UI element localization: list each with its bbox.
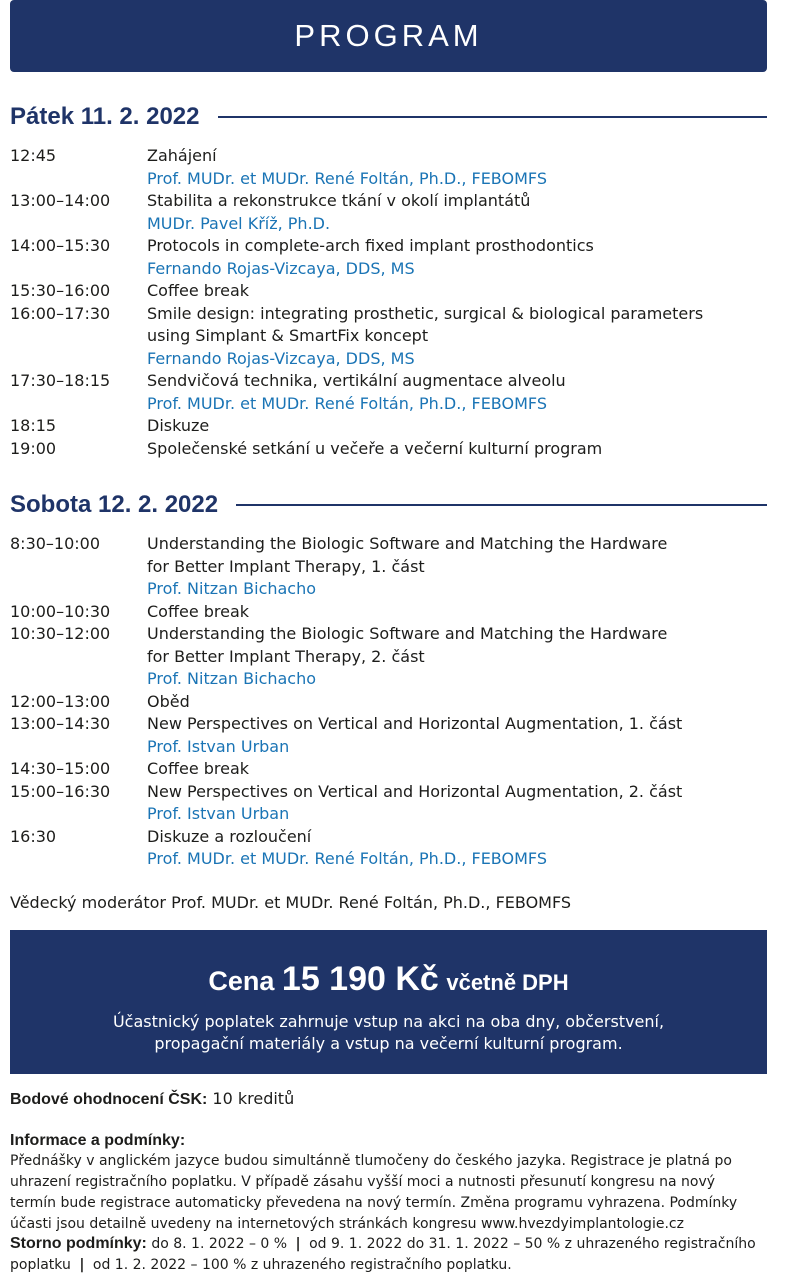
session-time: 12:45	[10, 146, 57, 165]
session-details	[147, 826, 770, 871]
day-title: Pátek 11. 2. 2022	[10, 103, 200, 130]
session-time: 12:00–13:00	[10, 691, 111, 711]
schedule-row	[10, 826, 770, 871]
schedule-row	[10, 370, 770, 415]
storno-part: od 1. 2. 2022 – 100 % z uhrazeného registračního poplatku.	[92, 1257, 512, 1273]
schedule-row	[10, 438, 770, 461]
session-details	[147, 280, 770, 303]
session-time: 14:30–15:00	[10, 759, 111, 778]
storno-part: poplatku	[10, 1257, 71, 1273]
schedule-row	[10, 533, 770, 601]
schedule-row	[10, 415, 770, 438]
session-speaker: Prof. Istvan Urban	[147, 736, 290, 756]
schedule-row	[10, 601, 770, 624]
schedule-row	[10, 303, 770, 371]
schedule-row	[10, 145, 770, 190]
separator: |	[295, 1236, 301, 1252]
session-details	[147, 691, 770, 714]
info-section	[10, 1130, 770, 1235]
schedule-row	[10, 190, 770, 235]
price-box	[10, 930, 767, 1074]
schedule-row	[10, 758, 770, 781]
session-details	[147, 713, 770, 758]
session-details	[147, 415, 770, 438]
price-line	[10, 960, 767, 999]
session-time: 10:00–10:30	[10, 601, 111, 621]
session-speaker: MUDr. Pavel Kříž, Ph.D.	[147, 213, 331, 233]
session-title-line: New Perspectives on Vertical and Horizontal Augmentation, 1. část	[147, 714, 683, 733]
moderator-note: Vědecký moderátor Prof. MUDr. et MUDr. René Foltán, Ph.D., FEBOMFS	[10, 893, 572, 912]
info-line: účasti jsou detailně uvedeny na internetových stránkách kongresu www.hvezdyimplantologie.cz	[10, 1216, 684, 1232]
session-details	[147, 623, 770, 691]
session-title-line: Smile design: integrating prosthetic, surgical & biological parameters	[147, 303, 704, 323]
session-details	[147, 781, 770, 826]
price-note-line: Účastnický poplatek zahrnuje vstup na akci na oba dny, občerstvení,	[112, 1012, 665, 1031]
schedule-row	[10, 235, 770, 280]
session-title-line: Sendvičová technika, vertikální augmentace alveolu	[147, 371, 566, 390]
session-title-line: Oběd	[147, 691, 190, 711]
program-banner	[10, 0, 767, 72]
session-time: 13:00–14:00	[10, 191, 111, 210]
day-title: Sobota 12. 2. 2022	[10, 491, 219, 518]
program-title: PROGRAM	[294, 18, 483, 53]
session-time: 19:00	[10, 438, 57, 458]
points-label: Bodové ohodnocení ČSK:	[10, 1091, 208, 1108]
session-details	[147, 190, 770, 235]
session-details	[147, 145, 770, 190]
session-title-line: Diskuze	[147, 416, 210, 435]
storno-line	[10, 1255, 780, 1276]
session-title-line: Understanding the Biologic Software and Matching the Hardware	[147, 534, 668, 553]
session-speaker: Prof. MUDr. et MUDr. René Foltán, Ph.D., FEBOMFS	[147, 849, 547, 868]
session-title-line: for Better Implant Therapy, 1. část	[147, 556, 425, 576]
storno-part: do 8. 1. 2022 – 0 %	[151, 1236, 288, 1252]
session-title-line: Coffee break	[147, 759, 250, 778]
session-time: 15:00–16:30	[10, 781, 111, 801]
session-time: 8:30–10:00	[10, 534, 101, 553]
session-details	[147, 601, 770, 624]
price-prefix: Cena	[208, 966, 275, 996]
price-note	[10, 1011, 767, 1055]
session-details	[147, 758, 770, 781]
day-heading-saturday	[10, 488, 767, 522]
session-speaker: Fernando Rojas-Vizcaya, DDS, MS	[147, 348, 415, 368]
session-time: 14:00–15:30	[10, 236, 111, 255]
session-time: 16:30	[10, 826, 57, 846]
schedule-row	[10, 623, 770, 691]
credit-points	[10, 1089, 294, 1109]
session-details	[147, 235, 770, 280]
price-note-line: propagační materiály a vstup na večerní kulturní program.	[154, 1034, 623, 1053]
info-heading: Informace a podmínky:	[10, 1132, 186, 1149]
session-speaker: Prof. Istvan Urban	[147, 804, 290, 823]
info-line: termín bude registrace automaticky převedena na nový termín. Změna programu vyhrazena. Podmínky	[10, 1195, 738, 1211]
session-details	[147, 438, 770, 461]
session-time: 17:30–18:15	[10, 371, 111, 390]
session-title-line: using Simplant & SmartFix koncept	[147, 326, 429, 345]
session-speaker: Prof. MUDr. et MUDr. René Foltán, Ph.D., FEBOMFS	[147, 393, 547, 413]
storno-line	[10, 1233, 780, 1255]
session-title-line: Understanding the Biologic Software and Matching the Hardware	[147, 624, 668, 643]
session-speaker: Prof. Nitzan Bichacho	[147, 579, 317, 598]
session-title-line: New Perspectives on Vertical and Horizontal Augmentation, 2. část	[147, 781, 683, 801]
session-time: 10:30–12:00	[10, 624, 111, 643]
price-amount: 15 190 Kč	[281, 960, 439, 998]
session-title-line: Protocols in complete-arch fixed implant prosthodontics	[147, 236, 594, 255]
session-title-line: Coffee break	[147, 281, 250, 300]
session-time: 16:00–17:30	[10, 303, 111, 323]
schedule-row	[10, 781, 770, 826]
session-title-line: Coffee break	[147, 601, 250, 621]
storno-part: od 9. 1. 2022 do 31. 1. 2022 – 50 % z uhrazeného registračního	[309, 1236, 756, 1252]
info-line: Přednášky v anglickém jazyce budou simultánně tlumočeny do českého jazyka. Registrace je platná po	[10, 1153, 732, 1169]
session-speaker: Fernando Rojas-Vizcaya, DDS, MS	[147, 258, 415, 278]
session-title-line: Diskuze a rozloučení	[147, 826, 312, 846]
day-heading-friday	[10, 100, 767, 134]
session-title-line: for Better Implant Therapy, 2. část	[147, 646, 425, 666]
session-details	[147, 303, 770, 371]
session-details	[147, 533, 770, 601]
schedule-friday	[10, 145, 770, 460]
info-line: uhrazení registračního poplatku. V případě zásahu vyšší moci a nutnosti přesunutí kongresu na nový	[10, 1174, 716, 1190]
session-title-line: Stabilita a rekonstrukce tkání v okolí implantátů	[147, 191, 531, 210]
schedule-row	[10, 280, 770, 303]
storno-label: Storno podmínky:	[10, 1235, 147, 1252]
schedule-saturday	[10, 533, 770, 871]
session-title-line: Zahájení	[147, 146, 217, 165]
schedule-row	[10, 691, 770, 714]
session-time: 13:00–14:30	[10, 714, 111, 733]
storno-conditions	[10, 1233, 780, 1276]
heading-rule	[236, 504, 767, 506]
schedule-row	[10, 713, 770, 758]
session-time: 15:30–16:00	[10, 281, 111, 300]
session-details	[147, 370, 770, 415]
separator: |	[79, 1257, 85, 1273]
session-title-line: Společenské setkání u večeře a večerní kulturní program	[147, 438, 603, 458]
session-time: 18:15	[10, 416, 57, 435]
heading-rule	[218, 116, 768, 118]
session-speaker: Prof. Nitzan Bichacho	[147, 669, 317, 688]
session-speaker: Prof. MUDr. et MUDr. René Foltán, Ph.D., FEBOMFS	[147, 168, 547, 188]
price-vat: včetně DPH	[446, 970, 569, 995]
points-value: 10 kreditů	[212, 1089, 295, 1108]
